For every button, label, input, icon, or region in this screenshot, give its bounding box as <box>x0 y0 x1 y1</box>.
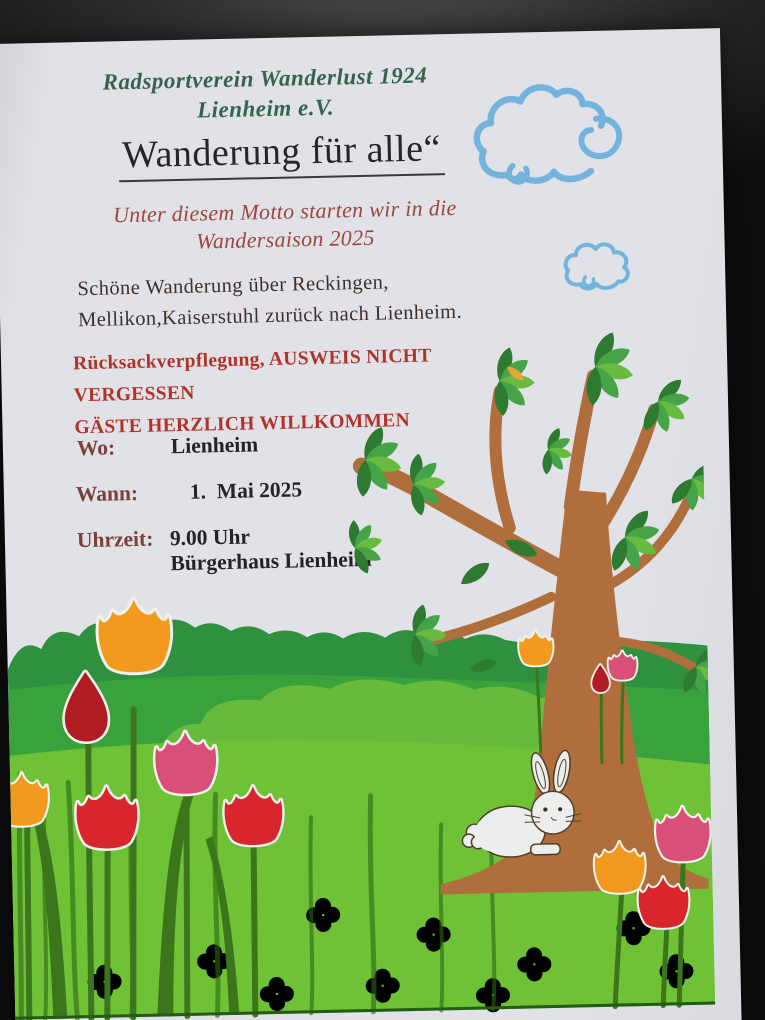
route-description-line2: Mellikon,Kaiserstuhl zurück nach Lienheim. <box>77 300 463 332</box>
motto-line2: Wandersaison 2025 <box>195 224 375 254</box>
motto-line1: Unter diesem Motto starten wir in die <box>112 194 457 228</box>
route-description <box>77 266 462 336</box>
small-cloud-icon <box>560 238 645 306</box>
wann-value: 1. Mai 2025 <box>189 477 303 504</box>
club-name <box>0 58 536 130</box>
club-name-line2: Lienheim e.V. <box>196 94 335 123</box>
motto <box>30 192 541 259</box>
notice-text <box>73 340 434 444</box>
notice-line2: VERGESSEN <box>73 382 195 407</box>
uhrzeit-value-line1: 9.00 Uhr <box>169 524 251 551</box>
notice-line1: Rücksackverpflegung, AUSWEIS NICHT <box>72 345 432 375</box>
page-title: Wanderung für alle“ <box>118 126 446 182</box>
flyer-paper-sheet <box>0 28 743 1020</box>
club-name-line1: Radsportverein Wanderlust 1924 <box>102 62 428 95</box>
wann-label: Wann: <box>75 480 139 507</box>
uhrzeit-value-line2: Bürgerhaus Lienheim <box>170 546 372 576</box>
wo-value: Lienheim <box>170 432 259 459</box>
uhrzeit-label: Uhrzeit: <box>76 526 154 553</box>
notice-line3: GÄSTE HERZLICH WILLKOMMEN <box>74 409 411 439</box>
wo-label: Wo: <box>76 435 116 461</box>
route-description-line1: Schöne Wanderung über Reckingen, <box>77 271 389 301</box>
